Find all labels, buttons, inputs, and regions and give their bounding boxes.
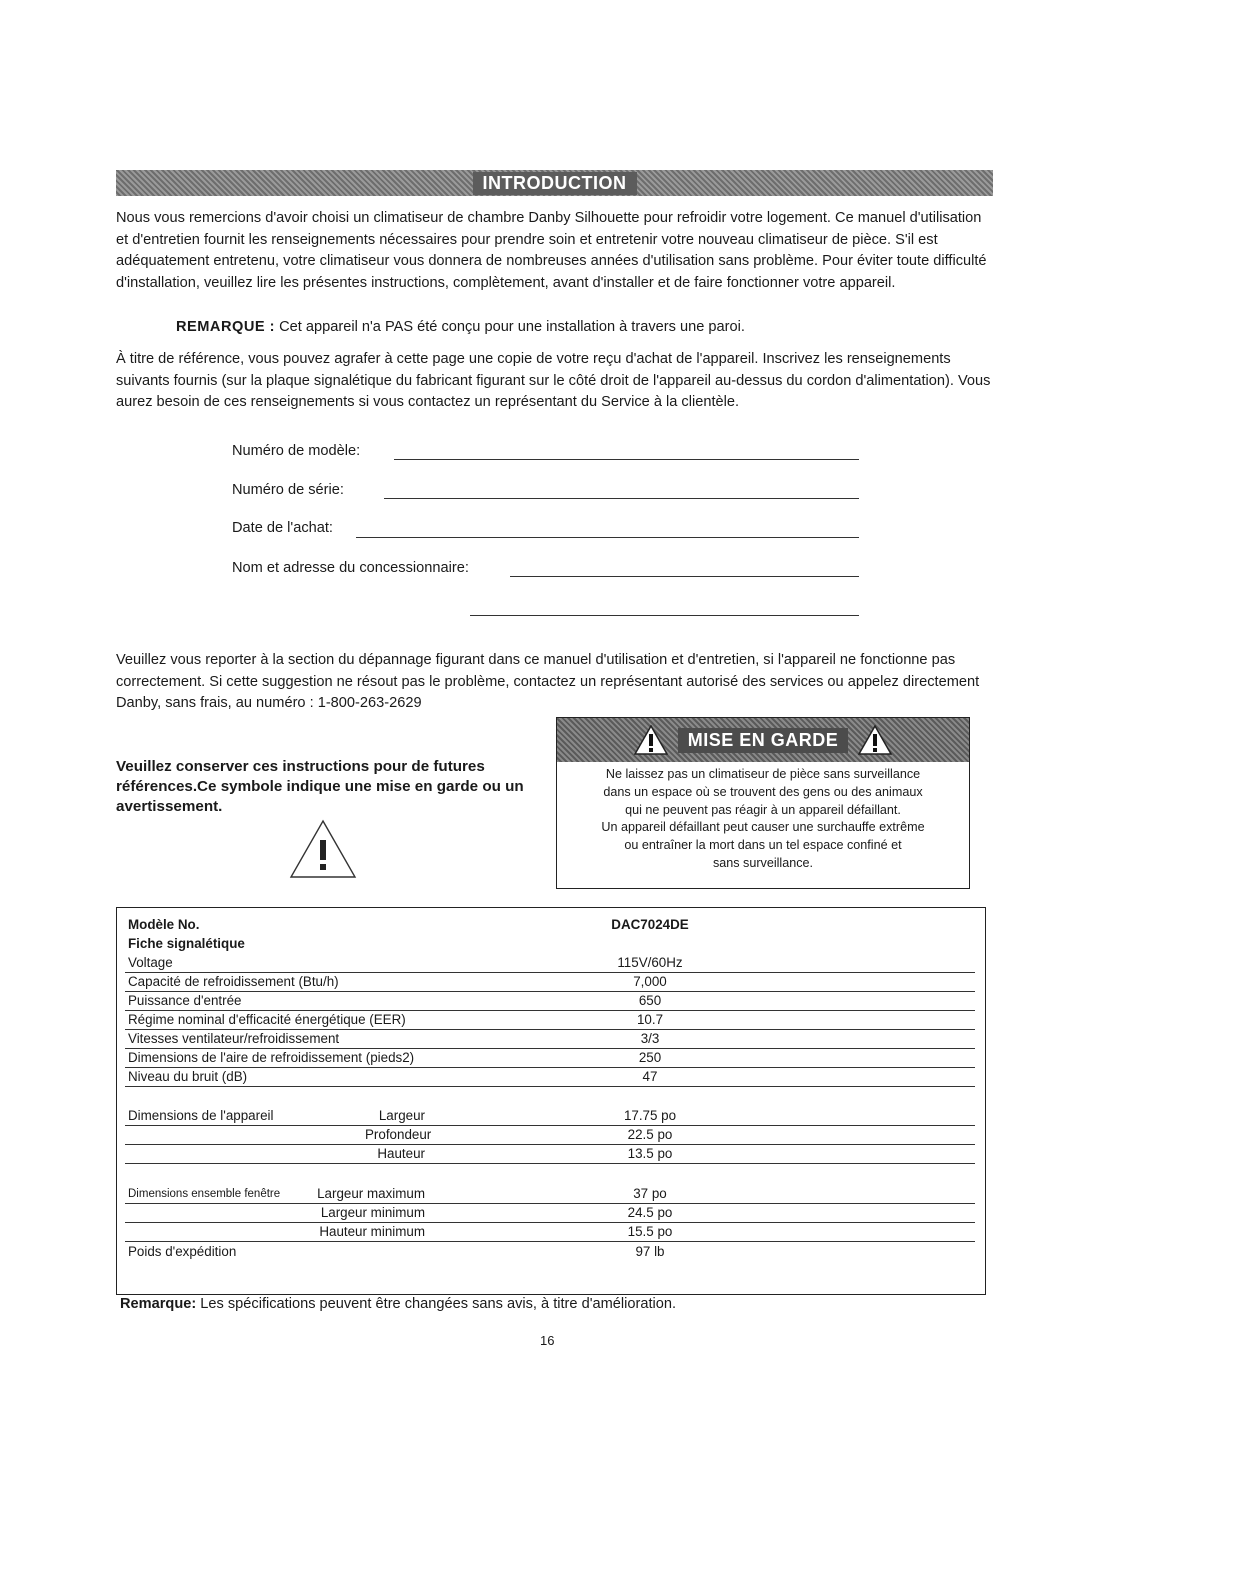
spec-window-row xyxy=(125,1223,975,1242)
warning-left-icon xyxy=(634,725,668,755)
warning-title: MISE EN GARDE xyxy=(678,728,849,753)
spec-label: Régime nominal d'efficacité énergétique (EER) xyxy=(128,1012,406,1027)
warning-right-icon xyxy=(858,725,892,755)
spec-row xyxy=(125,1030,975,1049)
spec-value: 3/3 xyxy=(640,1031,660,1046)
serial-number-line[interactable] xyxy=(384,498,859,499)
spec-window-sub: Largeur maximum xyxy=(317,1186,425,1201)
spec-row xyxy=(125,973,975,992)
spec-window-value: 37 po xyxy=(633,1186,667,1201)
introduction-title: INTRODUCTION xyxy=(473,172,637,195)
spec-label: Voltage xyxy=(128,955,173,970)
purchase-date-label: Date de l'achat: xyxy=(232,520,333,536)
remark-label: REMARQUE : xyxy=(176,319,276,335)
spec-value: 250 xyxy=(638,1050,662,1065)
dealer-field xyxy=(232,560,469,576)
spec-row xyxy=(125,1049,975,1068)
spec-window-row xyxy=(125,1204,975,1223)
remark-note xyxy=(176,319,745,335)
spec-window-sub: Largeur minimum xyxy=(320,1205,425,1220)
page-number: 16 xyxy=(540,1333,555,1348)
specification-note xyxy=(120,1296,676,1312)
model-number-field xyxy=(232,443,360,459)
purchase-date-field xyxy=(232,520,333,536)
spec-window-value: 24.5 po xyxy=(627,1205,673,1220)
warning-triangle-icon xyxy=(288,818,358,880)
spec-weight-value: 97 lb xyxy=(635,1244,665,1259)
model-number-label: Numéro de modèle: xyxy=(232,443,361,459)
warning-line: Un appareil défaillant peut causer une surchauffe extrême xyxy=(601,820,925,835)
warning-box xyxy=(556,717,970,889)
spec-value: 10.7 xyxy=(636,1012,664,1027)
note-text: Les spécifications peuvent être changées sans avis, à titre d'amélioration. xyxy=(200,1296,677,1312)
spec-value: 47 xyxy=(642,1069,658,1084)
spec-model-label: Modèle No. xyxy=(128,917,200,932)
spec-window-sub: Hauteur minimum xyxy=(319,1224,425,1239)
reference-paragraph: À titre de référence, vous pouvez agrafer à cette page une copie de votre reçu d'achat de l'appareil. Inscrivez les renseignements suivants fournis (sur la plaque signalétique du fabricant figurant sur le côté droit de l'appareil au-dessus du cordon d'alimentation). Vous aurez besoin de ces renseignements si vous contactez un représentant du Service à la clientèle. xyxy=(116,351,991,410)
model-number-line[interactable] xyxy=(394,459,859,460)
warning-line: Ne laissez pas un climatiseur de pièce sans surveillance xyxy=(605,767,921,781)
spec-label: Vitesses ventilateur/refroidissement xyxy=(128,1031,340,1046)
spec-dims-value: 17.75 po xyxy=(623,1108,677,1123)
warning-body xyxy=(557,762,969,873)
spec-row xyxy=(125,954,975,973)
dealer-line-2[interactable] xyxy=(470,615,859,616)
spec-row xyxy=(125,1068,975,1087)
spec-dims-sub: Largeur xyxy=(378,1108,425,1123)
spec-model-row xyxy=(125,916,975,934)
spec-dims-value: 13.5 po xyxy=(627,1146,673,1161)
spec-fiche-label: Fiche signalétique xyxy=(128,936,245,951)
warning-header xyxy=(557,718,969,762)
warning-line: ou entraîner la mort dans un tel espace confiné et xyxy=(624,838,902,853)
spec-dims-row xyxy=(125,1126,975,1145)
warning-line: qui ne peuvent pas réagir à un appareil défaillant. xyxy=(625,802,901,817)
note-label: Remarque: xyxy=(120,1296,197,1312)
remark-text: Cet appareil n'a PAS été conçu pour une installation à travers une paroi. xyxy=(279,319,745,335)
serial-number-field xyxy=(232,482,344,498)
spec-value: 7,000 xyxy=(633,974,667,989)
spec-value: 115V/60Hz xyxy=(617,955,683,970)
spec-dims-sub: Profondeur xyxy=(365,1127,432,1142)
spec-dims-sub: Hauteur xyxy=(377,1146,425,1161)
troubleshooting-paragraph: Veuillez vous reporter à la section du dépannage figurant dans ce manuel d'utilisation et d'entretien, si l'appareil ne fonctionne pas correctement. Si cette suggestion ne résout pas le problème, contactez un représentant autorisé des services ou appelez directement Danby, sans frais, au numéro : 1-800-263-2629 xyxy=(116,652,980,711)
spec-label: Niveau du bruit (dB) xyxy=(128,1069,248,1084)
specification-table xyxy=(116,907,986,1295)
spec-row xyxy=(125,1011,975,1030)
spec-label: Puissance d'entrée xyxy=(128,993,242,1008)
warning-line: sans surveillance. xyxy=(712,855,814,870)
spec-dims-row xyxy=(125,1145,975,1164)
spec-window-label: Dimensions ensemble fenêtre xyxy=(128,1188,281,1200)
purchase-date-line[interactable] xyxy=(356,537,859,538)
dealer-label: Nom et adresse du concessionnaire: xyxy=(232,560,469,576)
spec-label: Capacité de refroidissement (Btu/h) xyxy=(128,974,339,989)
keep-instructions-text: Veuillez conserver ces instructions pour de futures références.Ce symbole indique une mise en garde ou un avertissement. xyxy=(116,758,524,815)
spec-dims-row xyxy=(125,1107,975,1126)
spec-dims-label: Dimensions de l'appareil xyxy=(128,1108,274,1123)
spec-label: Dimensions de l'aire de refroidissement (pieds2) xyxy=(128,1050,415,1065)
spec-value: 650 xyxy=(638,993,662,1008)
spec-model-value: DAC7024DE xyxy=(611,917,689,932)
spec-window-value: 15.5 po xyxy=(627,1224,673,1239)
warning-line: dans un espace où se trouvent des gens ou des animaux xyxy=(603,784,923,799)
spec-dims-value: 22.5 po xyxy=(627,1127,673,1142)
spec-fiche-row xyxy=(125,935,975,953)
dealer-line[interactable] xyxy=(510,576,859,577)
spec-weight-row xyxy=(125,1243,975,1261)
intro-paragraph: Nous vous remercions d'avoir choisi un climatiseur de chambre Danby Silhouette pour refroidir votre logement. Ce manuel d'utilisation et d'entretien fournit les renseignements nécessaires pour prendre soin et entretenir votre nouveau climatiseur de pièce. S'il est adéquatement entretenu, votre climatiseur vous donnera de nombreuses années d'utilisation sans problème. Pour éviter toute difficulté d'installation, veuillez lire les présentes instructions, complètement, avant d'installer et de faire fonctionner votre appareil. xyxy=(116,210,987,291)
spec-row xyxy=(125,992,975,1011)
serial-number-label: Numéro de série: xyxy=(232,482,344,498)
spec-weight-label: Poids d'expédition xyxy=(128,1244,237,1259)
spec-window-row xyxy=(125,1185,975,1204)
introduction-banner xyxy=(116,170,993,196)
